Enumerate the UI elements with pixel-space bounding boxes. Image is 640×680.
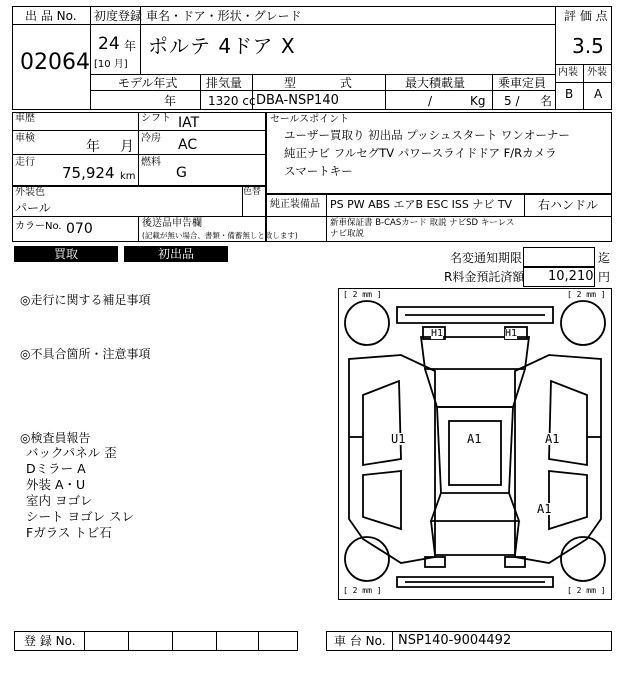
damage-mark: U1 [391,432,406,446]
chassis-no-label: 車 台 No. [334,634,386,648]
tire-label: [ 2 mm ] [567,290,606,299]
mileage-label: 走行 [15,157,35,168]
first-listing-tag: 初出品 [124,246,228,262]
aircon-value: AC [178,137,198,153]
report-item: Dミラー A [26,461,86,476]
reg-month: [10 月] [94,59,128,70]
equip-value: PS PW ABS エアB ESC ISS ナビ TV [330,198,513,211]
inspector-report-label: ◎検査員報告 [20,431,91,445]
post-declare-label: 後送品申告欄 [142,218,202,229]
transfer-deadline-label: 名変通知期限 [450,251,523,265]
car-name-label: 車名・ドア・形状・グレード [146,9,302,23]
warranty-line2: ナビ取説 [330,229,365,239]
reg-year-unit: 年 [124,39,137,53]
score-value: 3.5 [572,34,604,58]
recycle-fee-unit: 円 [598,270,611,284]
damage-mark: A1 [537,502,552,516]
damage-mark: H1 [505,328,518,339]
history-label: 車歴 [15,113,35,124]
equip-label: 純正装備品 [270,199,320,210]
damage-mark: A1 [545,432,560,446]
details-frame [12,112,266,186]
report-item: シート ヨゴレ スレ [26,509,134,524]
shift-label: シフト [141,113,171,124]
color-no-label: カラーNo. [15,221,62,232]
model-code-label: 型 式 [284,76,352,90]
warranty-line1: 新車保証書 B-CASカード 取説 ナビSD キーレス [330,218,515,228]
lot-label: 出 品 No. [25,9,77,23]
fuel-label: 燃料 [141,157,161,168]
model-code: DBA-NSP140 [256,93,339,108]
registration-no-label: 登 録 No. [24,634,76,648]
report-item: Fガラス トビ石 [26,525,112,540]
exterior-color-value: パール [15,201,51,215]
interior-grade: B [565,87,574,101]
score-label: 評 価 点 [564,9,608,23]
capacity-label: 乗車定員 [498,76,547,90]
shift-value: IAT [178,115,200,131]
displacement-label: 排気量 [206,76,243,90]
report-item: 室内 ヨゴレ [26,493,93,508]
max-load-sep: / [428,94,433,108]
capacity-unit: 名 [540,94,553,108]
post-declare-note: (記載が無い場合、書類・備蓄無しと致します) [142,231,298,240]
inspector-report-list [26,447,134,543]
recycle-fee-value: 10,210 [548,269,594,284]
reg-year: 24 [98,34,120,54]
color-change-label: 色替 [243,187,262,197]
report-item: 外装 A・U [26,477,86,492]
chassis-no-value: NSP140-9004492 [398,633,512,648]
defect-notes-label: ◎不具合箇所・注意事項 [20,347,151,361]
mileage-unit: km [120,171,136,182]
inspection-label: 車検 [15,133,35,144]
sales-point-line2: 純正ナビ フルセグTV パワースライドドア F/Rカメラ [284,146,557,160]
model-year-label: モデル年式 [118,76,178,90]
damage-mark: A1 [467,432,482,446]
damage-mark: H1 [431,328,444,339]
max-load-label: 最大積載量 [405,76,466,90]
inspection-year-unit: 年 [86,139,100,155]
exterior-color-label: 外装色 [15,187,45,198]
inspection-month-unit: 月 [120,139,134,155]
interior-label: 内装 [558,67,578,78]
car-diagram-frame [338,288,612,600]
transfer-deadline-unit: 迄 [598,251,611,265]
tire-label: [ 2 mm ] [567,586,606,595]
exterior-grade: A [594,87,603,101]
lot-number: 02064 [20,50,90,75]
recycle-fee-label: R料金預託済額 [444,270,525,284]
purchase-tag: 買取 [14,246,118,262]
tire-label: [ 2 mm ] [343,290,382,299]
sales-point-label: セールスポイント [270,114,350,125]
first-reg-label: 初度登録 [94,9,143,23]
handle-value: 右ハンドル [538,198,599,212]
sales-point-line3: スマートキー [284,164,353,178]
transfer-deadline-box [523,247,595,267]
max-load-unit: Kg [470,94,486,108]
car-name: ポルテ 4ドア X [148,34,296,58]
fuel-value: G [176,165,187,181]
color-no-value: 070 [66,221,93,237]
displacement-value: 1320 cc [208,94,256,108]
model-year-unit: 年 [164,94,177,108]
driving-notes-label: ◎走行に関する補足事項 [20,293,151,307]
sales-point-line1: ユーザー買取り 初出品 プッシュスタート ワンオーナー [284,128,570,142]
capacity-value: 5 / [504,94,520,108]
mileage-value: 75,924 [62,164,115,182]
aircon-label: 冷房 [141,133,161,144]
report-item: バックパネル 歪 [26,445,117,460]
tire-label: [ 2 mm ] [343,586,382,595]
exterior-label: 外装 [587,67,607,78]
